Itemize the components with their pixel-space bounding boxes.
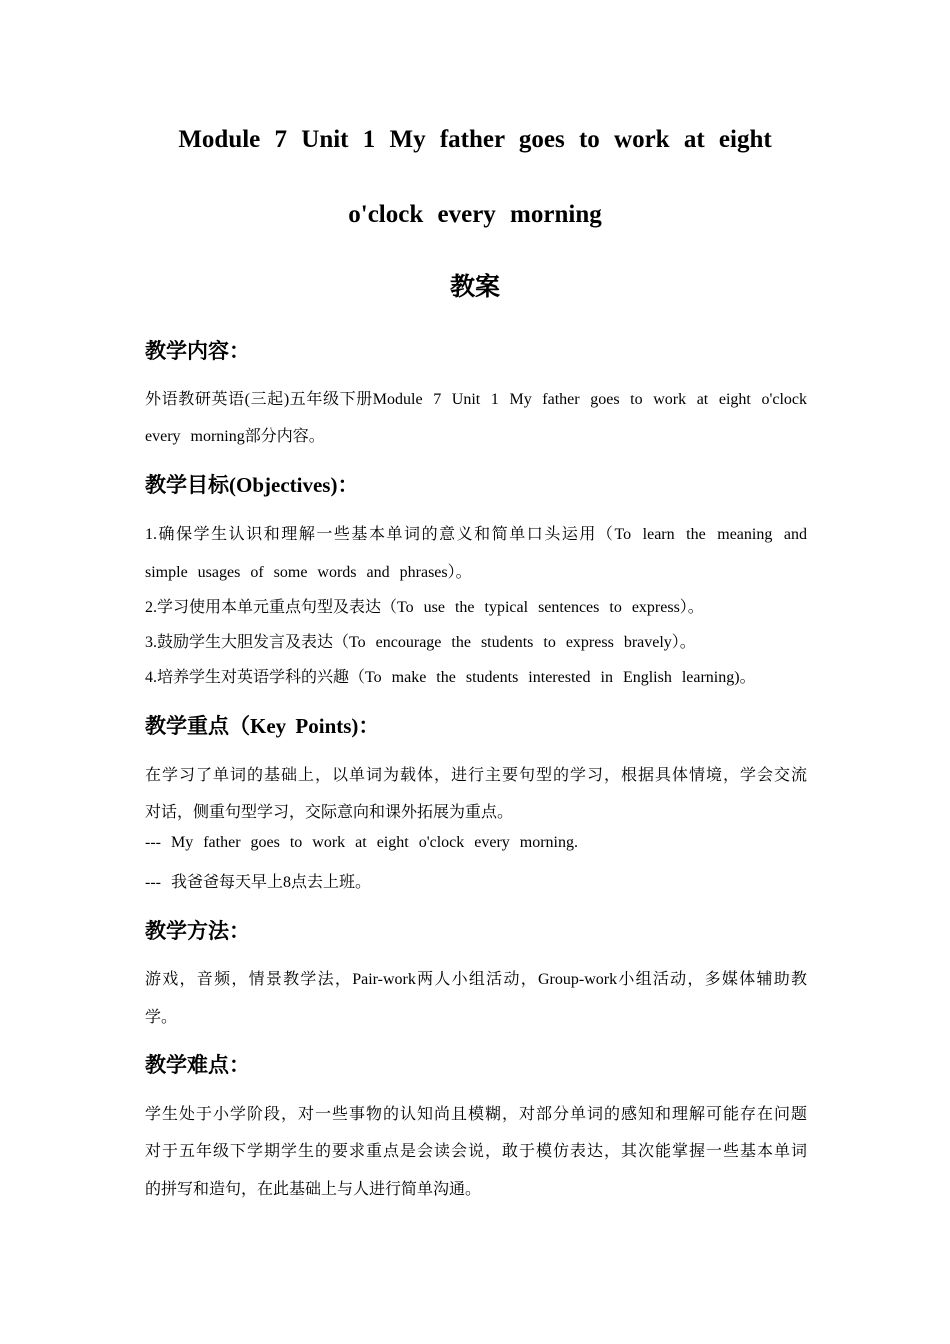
content-text-line-1: 外语教研英语(三起)五年级下册Module 7 Unit 1 My father goes to work at eight o'clock: [145, 391, 807, 408]
section-heading-content: 教学内容：: [145, 339, 250, 363]
content-text-line-2: every morning部分内容。: [145, 428, 325, 445]
objective-item-1-line-2: simple usages of some words and phrases）。: [145, 564, 472, 581]
section-heading-key-points: 教学重点（Key Points)：: [145, 714, 380, 738]
methods-line-1: 游戏，音频，情景教学法，Pair-work两人小组活动，Group-work小组活动，多媒体辅助教: [145, 971, 807, 988]
difficulties-line-2: 对于五年级下学期学生的要求重点是会读会说，敢于模仿表达，其次能掌握一些基本单词: [145, 1143, 807, 1160]
section-heading-objectives: 教学目标(Objectives)：: [145, 473, 359, 497]
section-heading-difficulties: 教学难点：: [145, 1053, 250, 1077]
objective-item-1-line-1: 1.确保学生认识和理解一些基本单词的意义和简单口头运用（To learn the meaning and: [145, 526, 807, 543]
difficulties-line-3: 的拼写和造句，在此基础上与人进行简单沟通。: [145, 1181, 482, 1198]
difficulties-line-1: 学生处于小学阶段，对一些事物的认知尚且模糊，对部分单词的感知和理解可能存在问题: [145, 1106, 807, 1123]
section-heading-methods: 教学方法：: [145, 919, 250, 943]
document-title-line-1: Module 7 Unit 1 My father goes to work at eight: [178, 126, 772, 153]
document-title-line-3: 教案: [449, 274, 500, 301]
key-points-example-zh: --- 我爸爸每天早上8点去上班。: [145, 874, 371, 891]
objective-item-4: 4.培养学生对英语学科的兴趣（To make the students interested in English learning)。: [145, 669, 756, 686]
methods-line-2: 学。: [145, 1009, 178, 1026]
document-page: [145, 0, 807, 1344]
document-title-line-2: o'clock every morning: [348, 201, 602, 228]
key-points-line-2: 对话，侧重句型学习，交际意向和课外拓展为重点。: [145, 804, 514, 821]
objective-item-3: 3.鼓励学生大胆发言及表达（To encourage the students to express bravely）。: [145, 634, 696, 651]
objective-item-2: 2.学习使用本单元重点句型及表达（To use the typical sentences to express）。: [145, 599, 704, 616]
key-points-line-1: 在学习了单词的基础上，以单词为载体，进行主要句型的学习，根据具体情境，学会交流: [145, 767, 807, 784]
key-points-example-en: --- My father goes to work at eight o'clock every morning.: [145, 834, 578, 851]
